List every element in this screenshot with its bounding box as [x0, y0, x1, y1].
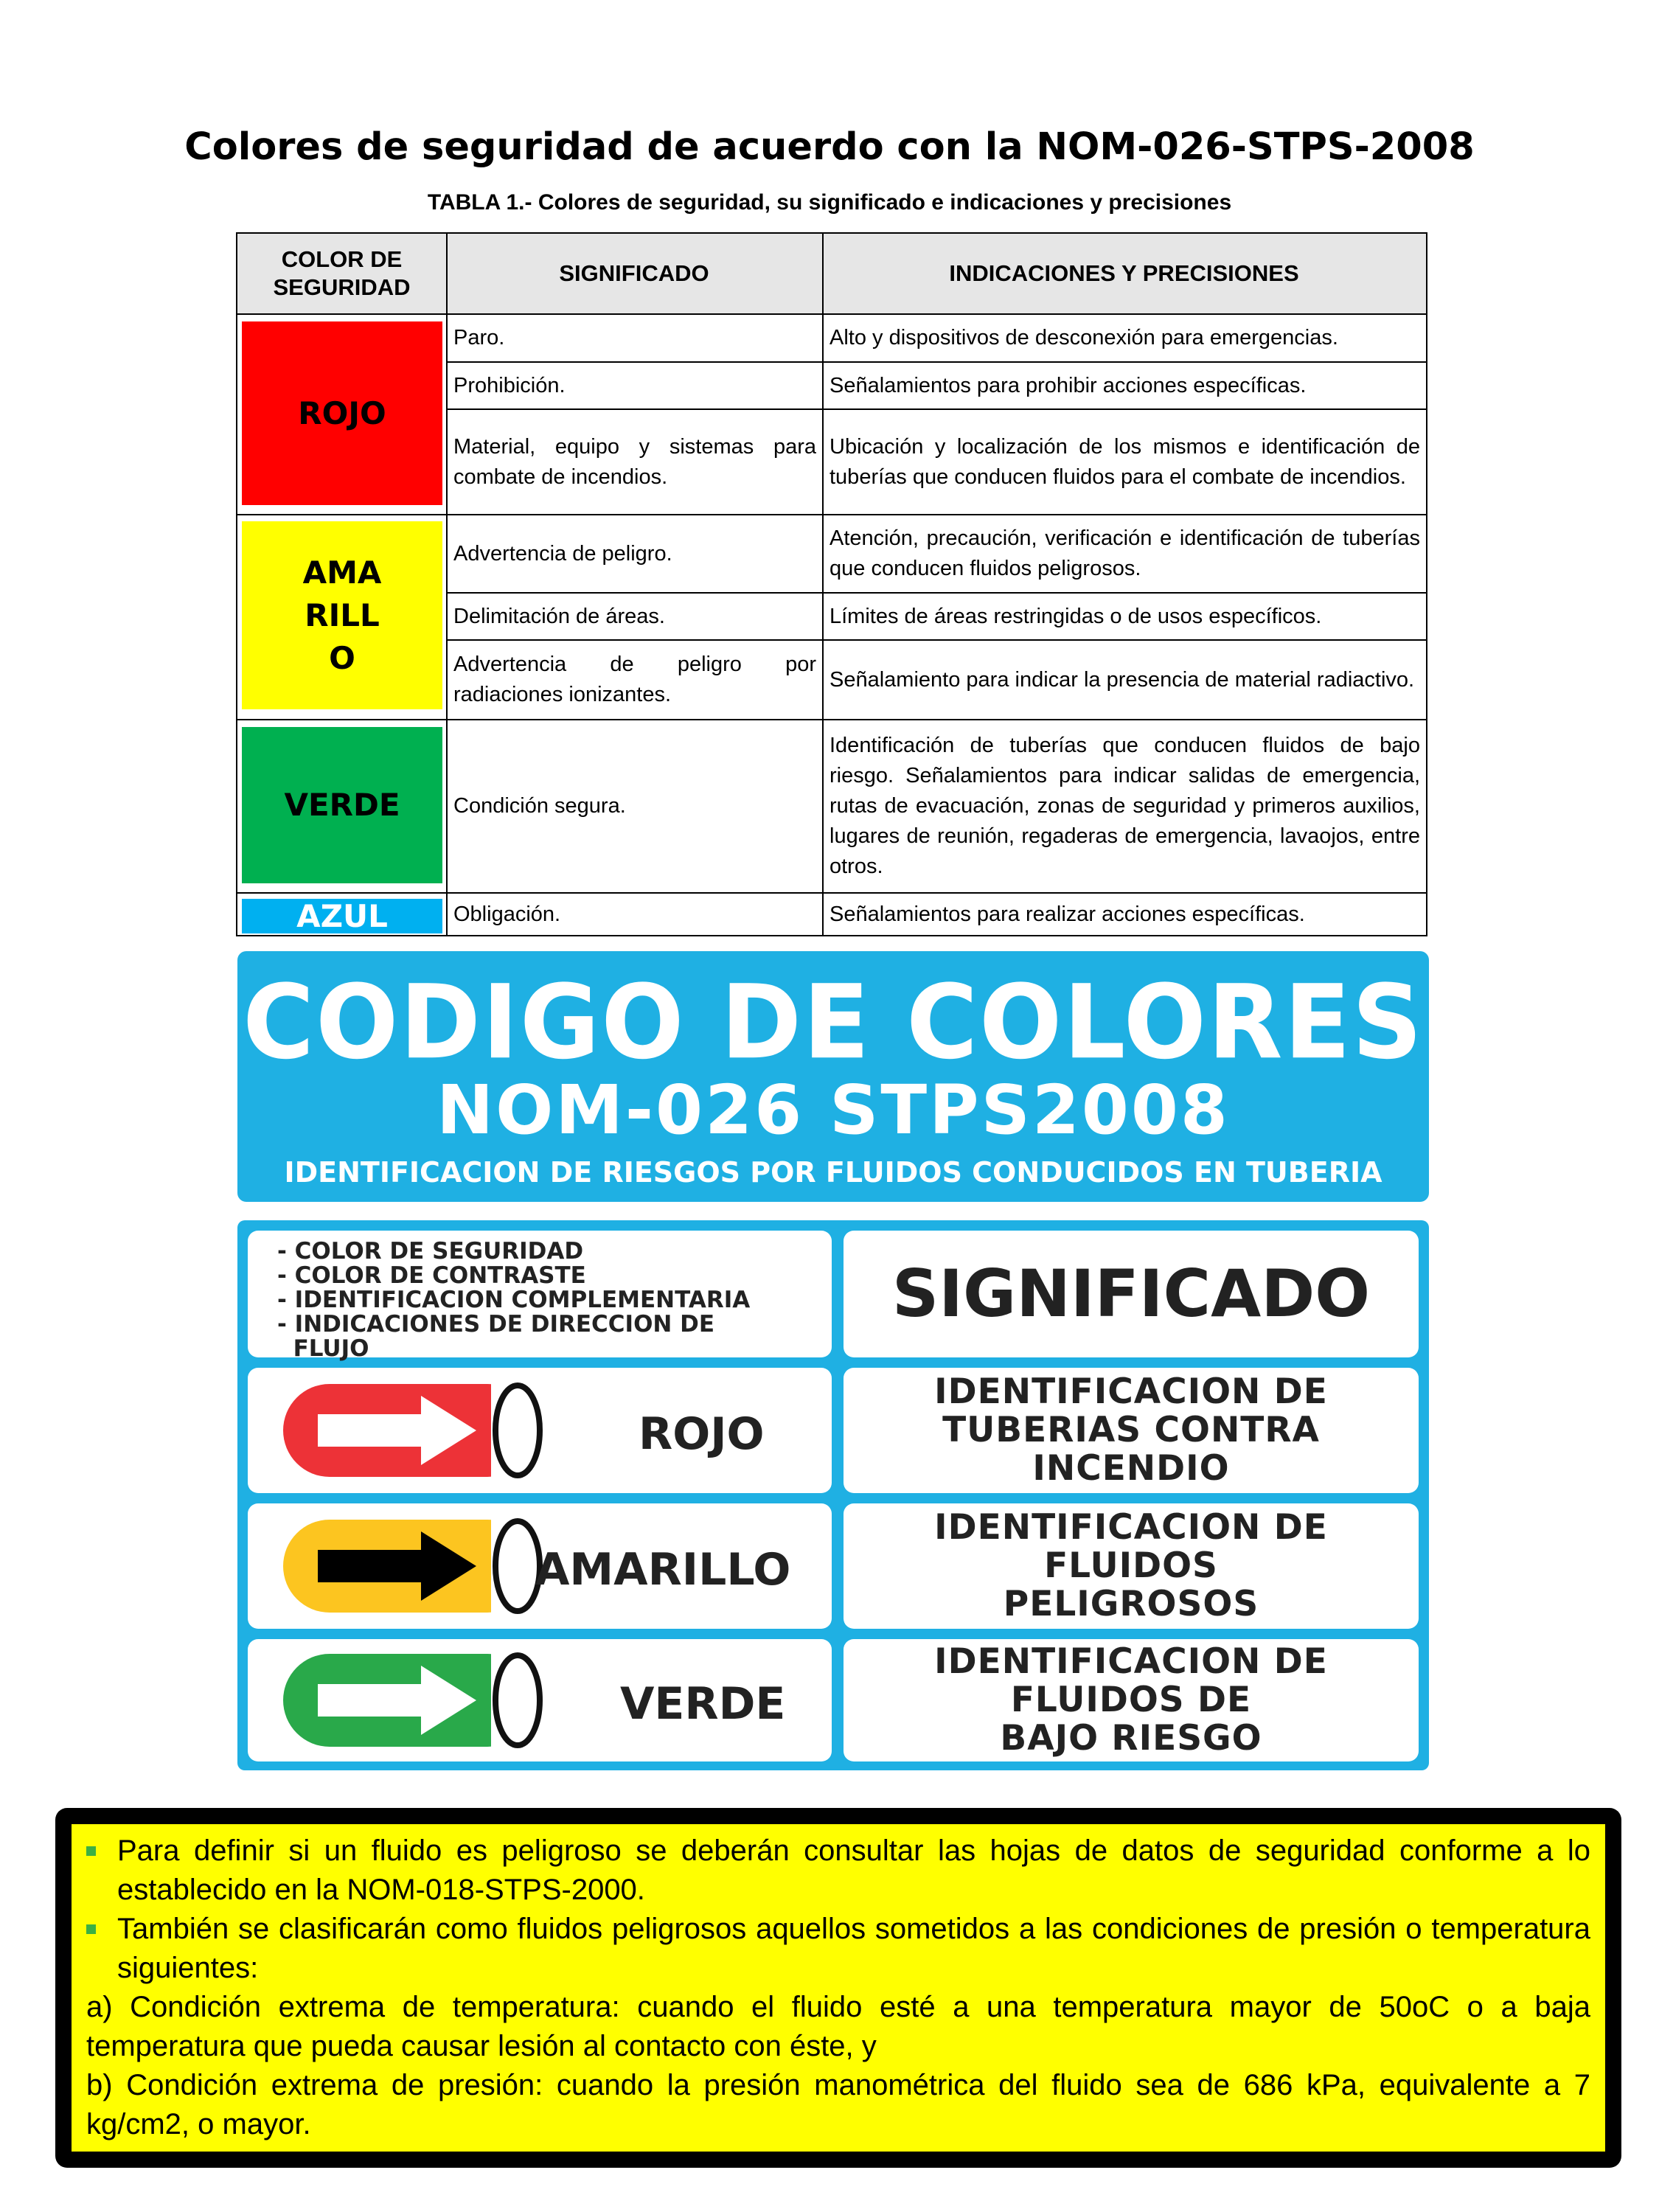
- table-cell: Atención, precaución, verificación e identificación de tuberías que conducen fluidos peligrosos.: [830, 526, 1420, 580]
- legend-line: - COLOR DE CONTRASTE: [277, 1262, 586, 1289]
- pipe-color-chart: [237, 1220, 1429, 1770]
- notes-content: [72, 1824, 1605, 2152]
- pipe-label-rojo: ROJO: [639, 1408, 765, 1460]
- header-significado: SIGNIFICADO: [446, 234, 822, 315]
- pipe-row-rojo: [248, 1368, 832, 1493]
- table-cell: Obligación.: [453, 902, 561, 926]
- color-swatch-verde: VERDE: [242, 727, 442, 883]
- color-code-banner: [237, 951, 1429, 1202]
- legend-line: - IDENTIFICACION COMPLEMENTARIA: [277, 1287, 751, 1313]
- table-cell: Material, equipo y sistemas para combate de incendios.: [453, 434, 816, 489]
- color-swatch-amarillo: AMARILLO: [242, 521, 442, 709]
- meaning-rojo: IDENTIFICACION DE TUBERIAS CONTRA INCENDIO: [844, 1368, 1419, 1493]
- pipe-label-verde: VERDE: [620, 1678, 786, 1730]
- note-item: a) Condición extrema de temperatura: cuando el fluido esté a una temperatura mayor de 50oC o a baja temperatura que pueda causar lesión al contacto con éste, y: [86, 1991, 1590, 2062]
- table-cell: Prohibición.: [453, 373, 566, 397]
- banner-subtitle: NOM-026 STPS2008: [437, 1071, 1230, 1150]
- banner-title: CODIGO DE COLORES: [243, 963, 1424, 1082]
- table-cell: Advertencia de peligro por radiaciones ionizantes.: [453, 653, 816, 706]
- header-color: COLOR DE SEGURIDAD: [237, 234, 446, 315]
- legend-line: - COLOR DE SEGURIDAD: [277, 1238, 584, 1265]
- table-cell: Paro.: [453, 326, 505, 349]
- table-cell: Alto y dispositivos de desconexión para emergencias.: [830, 326, 1338, 349]
- pipe-row-amarillo: [248, 1503, 832, 1629]
- color-swatch-azul: AZUL: [242, 899, 442, 933]
- pipe-label-amarillo: AMARILLO: [535, 1544, 791, 1596]
- table-cell: Señalamientos para realizar acciones específicas.: [830, 902, 1305, 926]
- banner-tagline: IDENTIFICACION DE RIESGOS POR FLUIDOS CONDUCIDOS EN TUBERIA: [284, 1156, 1382, 1189]
- table-cell: Condición segura.: [453, 794, 626, 818]
- legend-box: [248, 1231, 832, 1362]
- note-bullet: Para definir si un fluido es peligroso se deberán consultar las hojas de datos de seguridad conforme a lo establecido en la NOM-018-STPS-2000.: [86, 1832, 1590, 1910]
- table-cell: Delimitación de áreas.: [453, 604, 665, 628]
- header-indicaciones: INDICACIONES Y PRECISIONES: [822, 234, 1426, 315]
- table-caption: TABLA 1.- Colores de seguridad, su significado e indicaciones y precisiones: [427, 190, 1232, 215]
- table-cell: Advertencia de peligro.: [453, 541, 672, 566]
- table-cell: Señalamiento para indicar la presencia de material radiactivo.: [830, 667, 1415, 692]
- legend-line: - INDICACIONES DE DIRECCION DE: [277, 1311, 715, 1338]
- table-cell: Señalamientos para prohibir acciones específicas.: [830, 373, 1307, 397]
- table-cell: Identificación de tuberías que conducen fluidos de bajo riesgo. Señalamientos para indicar salidas de emergencia, rutas de evacuación, zonas de seguridad y primeros auxilios, lugares de reunión, regaderas de emergencia, lavaojos, entre otros.: [830, 734, 1420, 878]
- significado-header-box: SIGNIFICADO: [844, 1231, 1419, 1357]
- safety-colors-table: [236, 232, 1427, 936]
- legend-line: FLUJO: [277, 1335, 369, 1362]
- table-cell: Ubicación y localización de los mismos e identificación de tuberías que conducen fluidos para el combate de incendios.: [830, 434, 1420, 489]
- table-cell: Límites de áreas restringidas o de usos específicos.: [830, 604, 1322, 628]
- meaning-amarillo: IDENTIFICACION DE FLUIDOS PELIGROSOS: [844, 1503, 1419, 1629]
- color-swatch-rojo: ROJO: [242, 321, 442, 505]
- page-title: Colores de seguridad de acuerdo con la NOM-026-STPS-2008: [184, 125, 1475, 169]
- meaning-verde: IDENTIFICACION DE FLUIDOS DE BAJO RIESGO: [844, 1639, 1419, 1761]
- notes-box: [55, 1808, 1621, 2168]
- pipe-row-verde: [248, 1639, 832, 1761]
- note-bullet: También se clasificarán como fluidos peligrosos aquellos sometidos a las condiciones de presión o temperatura siguientes:: [86, 1910, 1590, 1988]
- note-item: b) Condición extrema de presión: cuando la presión manométrica del fluido sea de 686 kPa, equivalente a 7 kg/cm2, o mayor.: [86, 2069, 1590, 2140]
